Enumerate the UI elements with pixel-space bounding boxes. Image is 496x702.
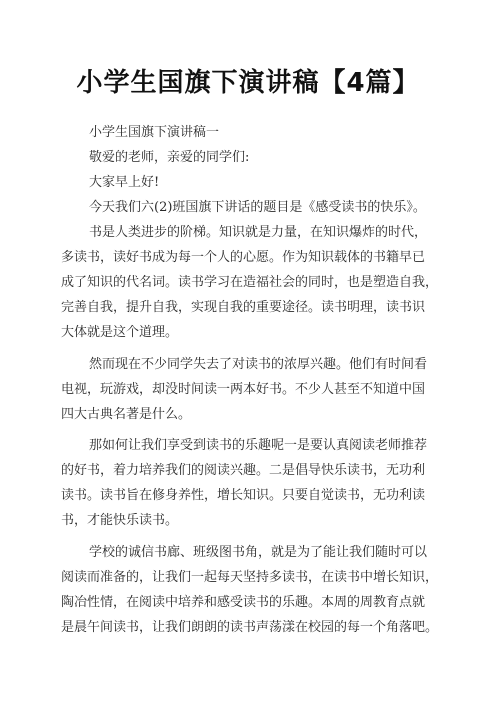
paragraph-line: 读书。读书旨在修身养性，增长知识。只要自觉读书，无功利读 [61,488,426,503]
paragraph-line: 然而现在不少同学失去了对读书的浓厚兴趣。他们有时间看 [89,357,428,372]
paragraph-line: 的好书，着力培养我们的阅读兴趣。二是倡导快乐读书，无功利 [61,463,426,478]
paragraph-line: 成了知识的代名词。读书学习在造福社会的同时，也是塑造自我， [61,275,439,290]
paragraph-line: 四大古典名著是什么。 [61,407,192,422]
paragraph-line: 完善自我，提升自我，实现自我的重要途径。读书明理，读书识 [61,300,426,315]
paragraph-line: 那如何让我们享受到读书的乐趣呢一是要认真阅读老师推荐 [89,438,428,453]
paragraph-line: 多读书，读好书成为每一个人的心愿。作为知识载体的书籍早已 [61,250,426,265]
document-title: 小学生国旗下演讲稿【4篇】 [76,68,420,98]
paragraph-line: 阅读而准备的，让我们一起每天坚持多读书，在读书中增长知识， [61,570,439,585]
paragraph-line: 大体就是这个道理。 [61,325,179,340]
paragraph-line: 学校的诚信书廊、班级图书角，就是为了能让我们随时可以 [89,545,428,560]
salutation-line: 敬爱的老师，亲爱的同学们: [89,150,250,165]
paragraph-line: 是晨午间读书，让我们朗朗的读书声荡漾在校园的每一个角落吧。 [61,620,439,635]
paragraph-line: 书，才能快乐读书。 [61,513,179,528]
paragraph-line: 书是人类进步的阶梯。知识就是力量，在知识爆炸的时代， [89,225,428,240]
paragraph-line: 今天我们六(2)班国旗下讲话的题目是《感受读书的快乐》。 [89,200,426,215]
paragraph-line: 陶冶性情，在阅读中培养和感受读书的乐趣。本周的周教育点就 [61,595,426,610]
greeting-line: 大家早上好! [89,175,160,190]
section-heading: 小学生国旗下演讲稿一 [89,125,220,140]
paragraph-line: 电视，玩游戏，却没时间读一两本好书。不少人甚至不知道中国 [61,382,426,397]
